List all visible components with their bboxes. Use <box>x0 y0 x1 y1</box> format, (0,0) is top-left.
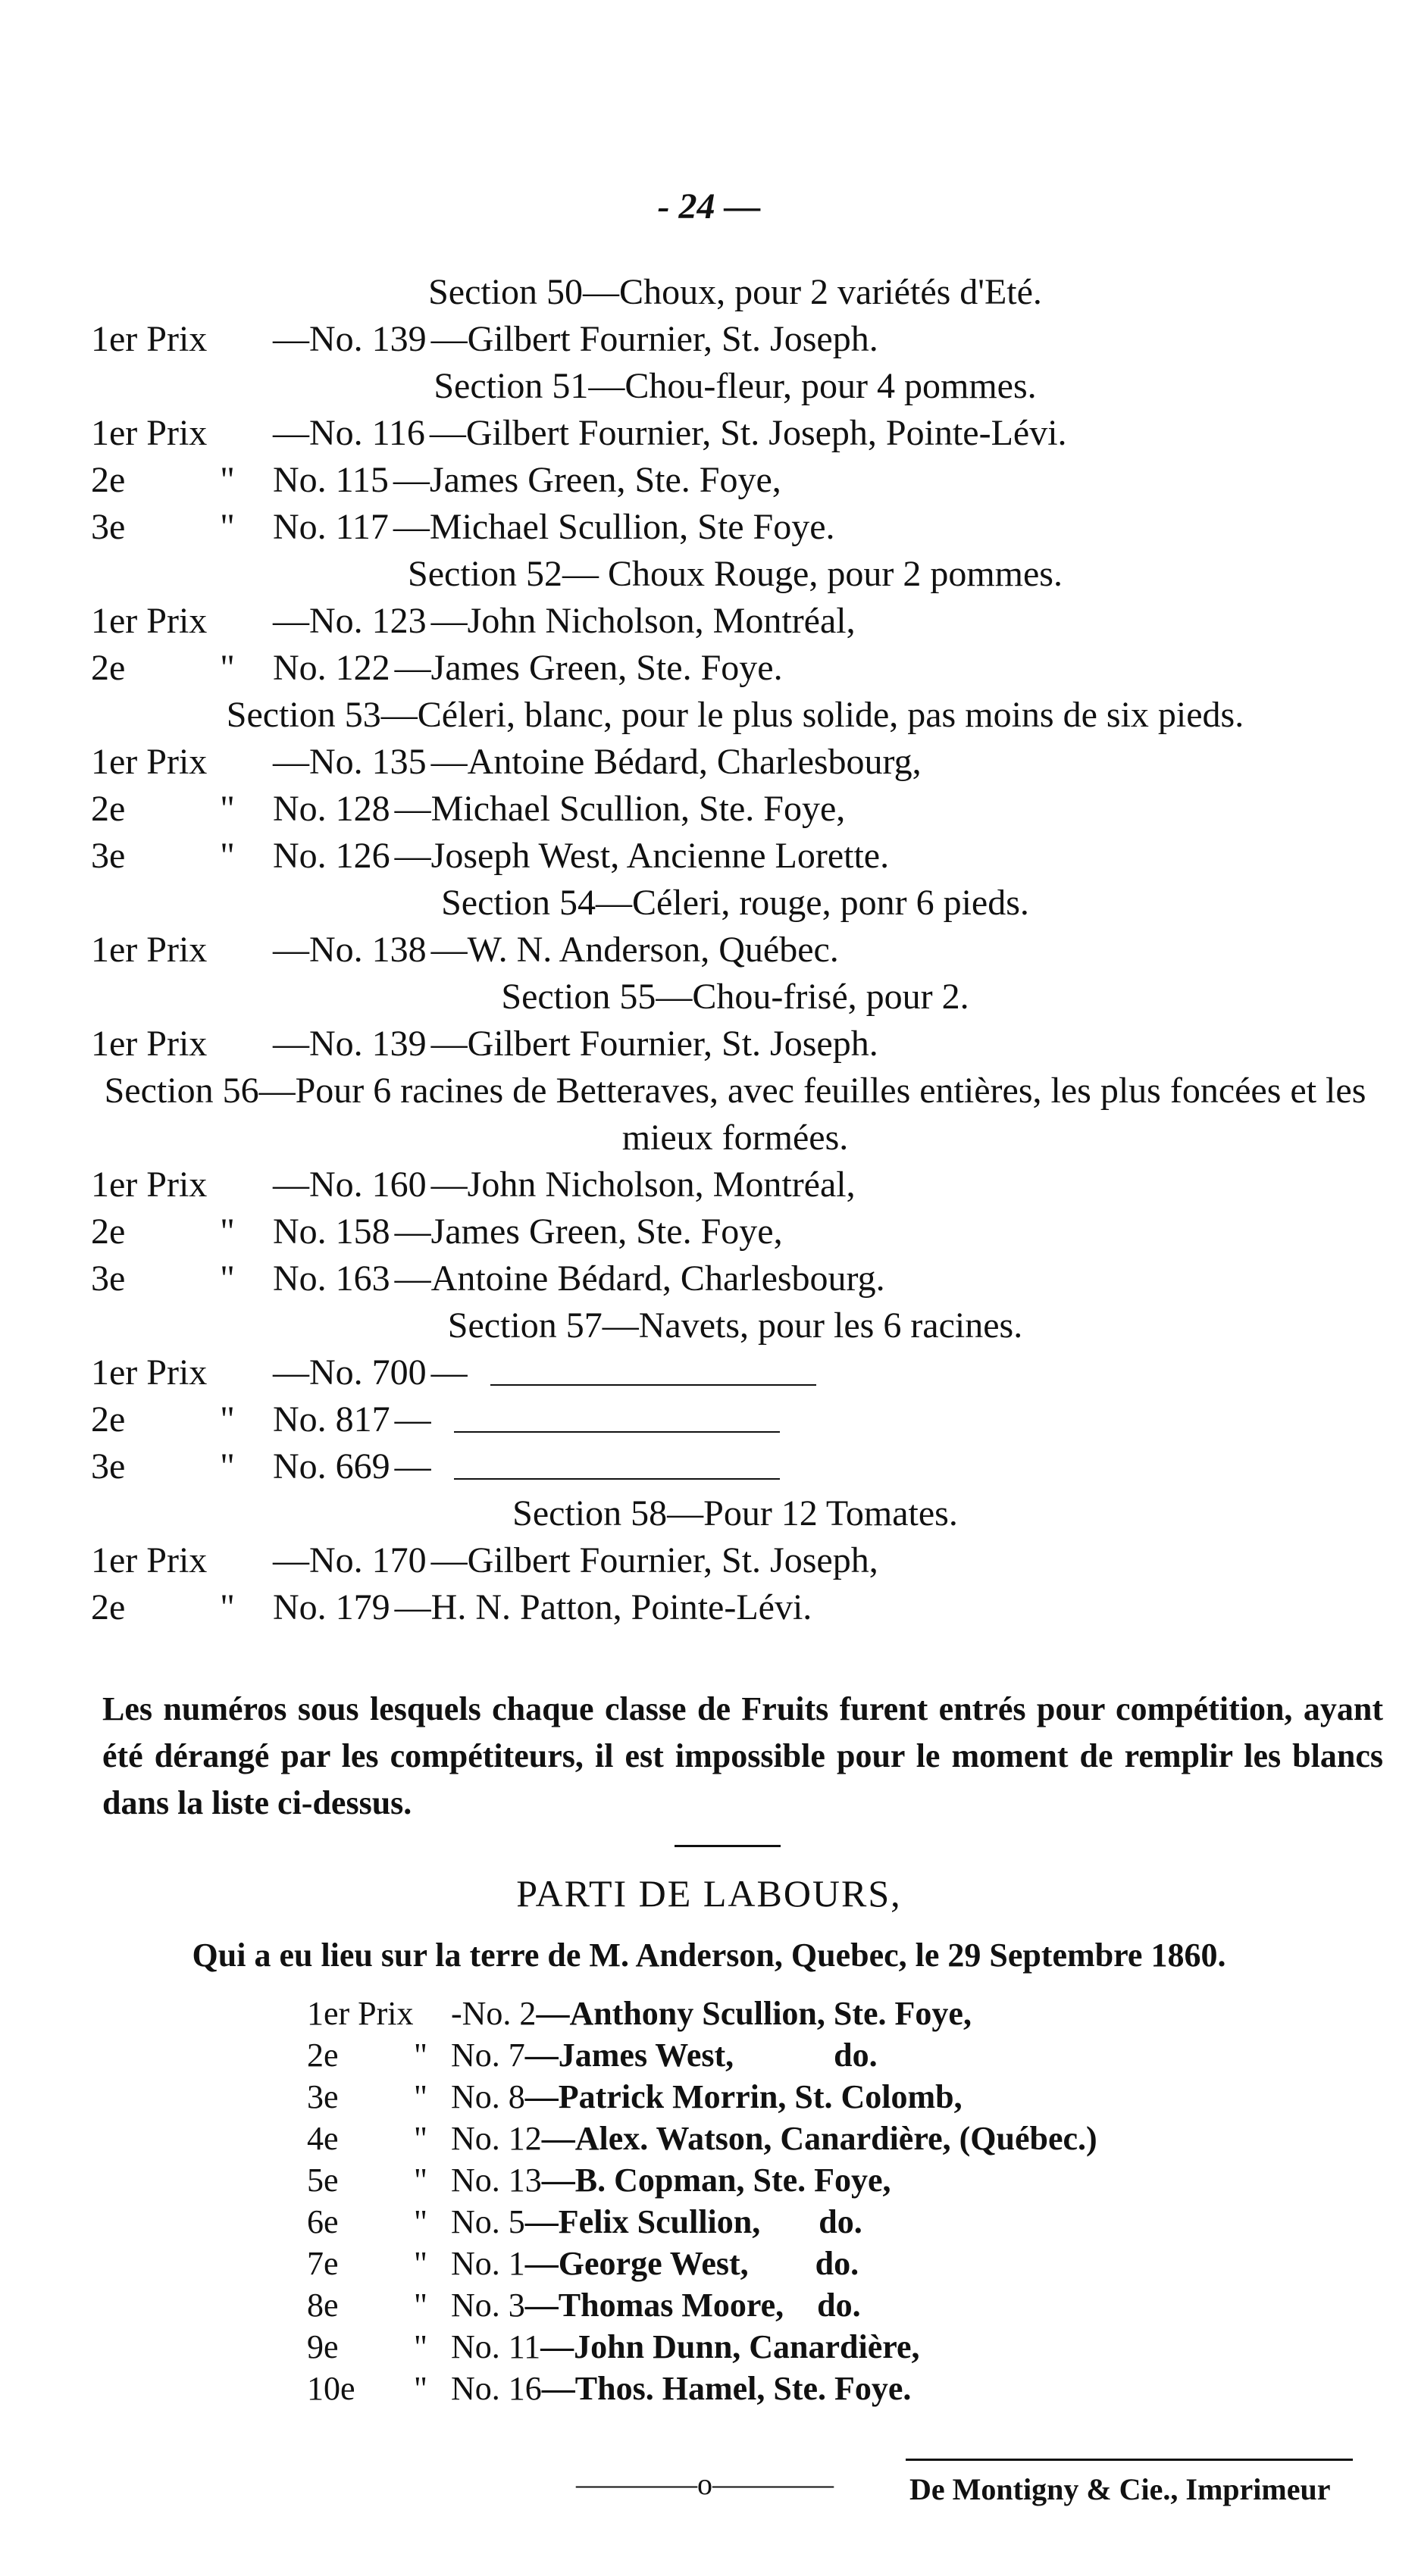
entry-number: —No. 700 <box>273 1352 427 1393</box>
labour-mark: " <box>414 2162 427 2199</box>
labour-rank: 7e <box>307 2245 339 2282</box>
prize-entry <box>91 598 1379 645</box>
labour-name: —Alex. Watson, Canardière, (Québec.) <box>541 2120 1097 2157</box>
labour-name: —James West, do. <box>524 2037 878 2074</box>
labour-rank: 9e <box>307 2328 339 2365</box>
entry-number: No. 163 <box>273 1258 390 1299</box>
entry-number: No. 817 <box>273 1399 390 1440</box>
labour-entry <box>307 2034 1216 2076</box>
labours-list <box>307 1993 1216 2409</box>
prize-entry <box>91 1537 1379 1584</box>
entry-mark: " <box>220 1446 235 1487</box>
section-title: Section 53—Céleri, blanc, pour le plus solide, pas moins de six pieds. <box>226 695 1244 735</box>
entry-number: —No. 139 <box>273 1024 427 1064</box>
entry-number: —No. 139 <box>273 319 427 359</box>
labour-mark: " <box>414 2203 427 2240</box>
labour-rank: 1er Prix <box>307 1995 414 2032</box>
footer-rule <box>906 2459 1353 2461</box>
prize-entry <box>91 1584 1379 1631</box>
entry-name: — <box>430 1352 468 1393</box>
entry-number: No. 126 <box>273 836 390 876</box>
entry-name: —Gilbert Fournier, St. Joseph, <box>430 1540 878 1580</box>
labour-name: —John Dunn, Canardière, <box>540 2328 920 2365</box>
blank-line <box>490 1339 816 1386</box>
entry-name: —W. N. Anderson, Québec. <box>430 930 839 970</box>
prize-entry <box>91 1208 1379 1255</box>
entry-mark: " <box>220 460 235 500</box>
labour-entry <box>307 2076 1216 2118</box>
prize-entry <box>91 1161 1379 1208</box>
labour-name: —Anthony Scullion, Ste. Foye, <box>536 1995 972 2032</box>
section-title: Section 55—Chou-frisé, pour 2. <box>501 977 969 1017</box>
prize-entry <box>91 927 1379 974</box>
labour-number: No. 12 <box>451 2120 542 2157</box>
labour-number: No. 13 <box>451 2162 542 2199</box>
divider-rule <box>675 1845 781 1847</box>
entry-rank: 2e <box>91 648 126 688</box>
entry-rank: 3e <box>91 1446 126 1487</box>
entry-rank: 2e <box>91 1399 126 1440</box>
labour-entry <box>307 2243 1216 2284</box>
entry-rank: 3e <box>91 836 126 876</box>
labour-mark: " <box>414 2037 427 2074</box>
blank-line <box>454 1386 780 1433</box>
entry-mark: " <box>220 1399 235 1440</box>
prize-entry <box>91 1021 1379 1068</box>
labour-entry <box>307 1993 1216 2034</box>
labour-rank: 3e <box>307 2078 339 2115</box>
labour-number: -No. 2 <box>451 1995 537 2032</box>
prize-entry <box>91 645 1379 692</box>
entry-mark: " <box>220 1587 235 1627</box>
printer-imprint: De Montigny & Cie., Imprimeur <box>909 2472 1331 2506</box>
prize-entry <box>91 739 1379 786</box>
section-title: Section 58—Pour 12 Tomates. <box>512 1493 958 1533</box>
labour-number: No. 7 <box>451 2037 525 2074</box>
entry-name: — <box>394 1399 431 1440</box>
labour-name: —Felix Scullion, do. <box>524 2203 862 2240</box>
page-number: - 24 — <box>657 186 761 227</box>
labour-rank: 8e <box>307 2287 339 2324</box>
entry-name: —Gilbert Fournier, St. Joseph, Pointe-Lévi. <box>429 413 1067 453</box>
entry-mark: " <box>220 507 235 547</box>
labour-number: No. 1 <box>451 2245 525 2282</box>
entry-rank: 1er Prix <box>91 413 208 453</box>
entry-mark: " <box>220 648 235 688</box>
labour-name: —B. Copman, Ste. Foye, <box>541 2162 891 2199</box>
labour-number: No. 8 <box>451 2078 525 2115</box>
section-title: Section 57—Navets, pour les 6 racines. <box>447 1305 1023 1346</box>
prize-entry <box>91 410 1379 457</box>
entry-number: —No. 170 <box>273 1540 427 1580</box>
prize-list <box>91 269 1379 1631</box>
note-paragraph: Les numéros sous lesquels chaque classe de Fruits furent entrés pour compétition, ayant été dérangé par les compétiteurs, il est impossible pour le moment de remplir les blancs dans la liste ci-dessus. <box>102 1690 1383 1821</box>
entry-mark: " <box>220 1211 235 1252</box>
labour-number: No. 11 <box>451 2328 541 2365</box>
labour-mark: " <box>414 2287 427 2324</box>
entry-rank: 2e <box>91 460 126 500</box>
labour-rank: 10e <box>307 2370 355 2407</box>
labour-entry <box>307 2368 1216 2409</box>
labour-entry <box>307 2118 1216 2159</box>
labour-mark: " <box>414 2120 427 2157</box>
labour-number: No. 5 <box>451 2203 525 2240</box>
prize-entry <box>91 316 1379 363</box>
labour-rank: 4e <box>307 2120 339 2157</box>
footer-separator: ————o———— <box>576 2467 834 2501</box>
prize-entry <box>91 457 1379 504</box>
labour-mark: " <box>414 2245 427 2282</box>
labour-mark: " <box>414 2328 427 2365</box>
entry-rank: 2e <box>91 1587 126 1627</box>
labour-name: —Thomas Moore, do. <box>524 2287 861 2324</box>
labour-entry <box>307 2284 1216 2326</box>
labour-entry <box>307 2159 1216 2201</box>
entry-rank: 1er Prix <box>91 1540 208 1580</box>
entry-rank: 2e <box>91 789 126 829</box>
entry-rank: 2e <box>91 1211 126 1252</box>
section-title: Section 51—Chou-fleur, pour 4 pommes. <box>434 366 1037 406</box>
entry-name: —John Nicholson, Montréal, <box>430 601 856 641</box>
prize-entry <box>91 504 1379 551</box>
section-title: Section 50—Choux, pour 2 variétés d'Eté. <box>428 272 1042 312</box>
entry-rank: 1er Prix <box>91 1024 208 1064</box>
entry-number: —No. 123 <box>273 601 427 641</box>
entry-number: —No. 138 <box>273 930 427 970</box>
entry-mark: " <box>220 1258 235 1299</box>
entry-name: — <box>394 1446 431 1487</box>
labour-rank: 2e <box>307 2037 339 2074</box>
entry-rank: 1er Prix <box>91 1165 208 1205</box>
entry-name: —H. N. Patton, Pointe-Lévi. <box>394 1587 812 1627</box>
entry-number: —No. 116 <box>273 413 425 453</box>
labour-number: No. 16 <box>451 2370 542 2407</box>
labour-rank: 5e <box>307 2162 339 2199</box>
prize-entry <box>91 1443 1379 1490</box>
labour-name: —George West, do. <box>524 2245 859 2282</box>
labours-title: PARTI DE LABOURS, <box>516 1872 902 1915</box>
entry-name: —Antoine Bédard, Charlesbourg. <box>394 1258 885 1299</box>
section-title: Section 52— Choux Rouge, pour 2 pommes. <box>408 554 1063 594</box>
prize-entry <box>91 1255 1379 1302</box>
entry-number: —No. 160 <box>273 1165 427 1205</box>
entry-rank: 1er Prix <box>91 1352 208 1393</box>
blank-line <box>454 1433 780 1480</box>
labour-number: No. 3 <box>451 2287 525 2324</box>
entry-number: No. 128 <box>273 789 390 829</box>
entry-number: No. 669 <box>273 1446 390 1487</box>
entry-name: —Michael Scullion, Ste Foye. <box>393 507 835 547</box>
entry-name: —Antoine Bédard, Charlesbourg, <box>430 742 922 782</box>
labour-mark: " <box>414 2078 427 2115</box>
entry-name: —Joseph West, Ancienne Lorette. <box>394 836 890 876</box>
entry-mark: " <box>220 789 235 829</box>
entry-name: —James Green, Ste. Foye. <box>394 648 783 688</box>
labour-mark: " <box>414 2370 427 2407</box>
entry-number: No. 122 <box>273 648 390 688</box>
entry-rank: 1er Prix <box>91 601 208 641</box>
entry-rank: 1er Prix <box>91 742 208 782</box>
entry-number: No. 158 <box>273 1211 390 1252</box>
entry-rank: 3e <box>91 507 126 547</box>
entry-name: —Gilbert Fournier, St. Joseph. <box>430 319 878 359</box>
section-title: Section 56—Pour 6 racines de Betteraves, avec feuilles entières, les plus foncées et les mieux formées. <box>104 1071 1366 1158</box>
labour-entry <box>307 2201 1216 2243</box>
labours-subtitle: Qui a eu lieu sur la terre de M. Anderson, Quebec, le 29 Septembre 1860. <box>192 1937 1226 1974</box>
section-title: Section 54—Céleri, rouge, ponr 6 pieds. <box>441 883 1029 923</box>
labour-rank: 6e <box>307 2203 339 2240</box>
entry-name: —James Green, Ste. Foye, <box>394 1211 783 1252</box>
labour-entry <box>307 2326 1216 2368</box>
labour-name: —Patrick Morrin, St. Colomb, <box>524 2078 963 2115</box>
entry-number: No. 179 <box>273 1587 390 1627</box>
labour-name: —Thos. Hamel, Ste. Foye. <box>541 2370 912 2407</box>
entry-rank: 1er Prix <box>91 319 208 359</box>
entry-name: —Michael Scullion, Ste. Foye, <box>394 789 846 829</box>
entry-mark: " <box>220 836 235 876</box>
entry-number: —No. 135 <box>273 742 427 782</box>
entry-name: —John Nicholson, Montréal, <box>430 1165 856 1205</box>
sections-container <box>91 269 1379 1631</box>
entry-rank: 1er Prix <box>91 930 208 970</box>
entry-rank: 3e <box>91 1258 126 1299</box>
prize-entry <box>91 833 1379 880</box>
entry-number: No. 115 <box>273 460 389 500</box>
entry-name: —James Green, Ste. Foye, <box>393 460 781 500</box>
entry-name: —Gilbert Fournier, St. Joseph. <box>430 1024 878 1064</box>
entry-number: No. 117 <box>273 507 389 547</box>
prize-entry <box>91 786 1379 833</box>
